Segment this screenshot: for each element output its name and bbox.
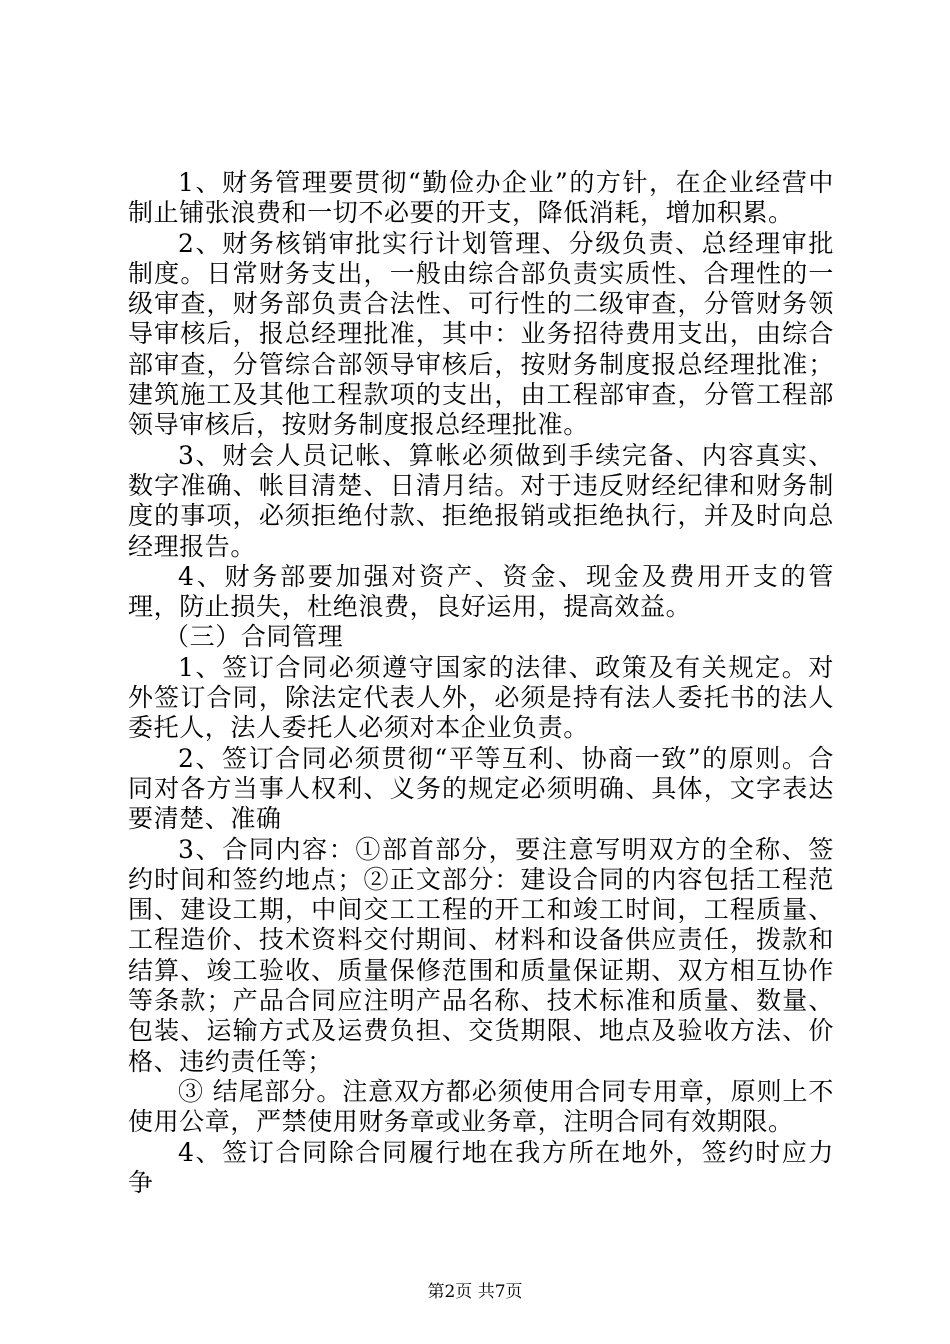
document-body [128,168,834,1198]
paragraph-contract-1: 1、签订合同必须遵守国家的法律、政策及有关规定。对外签订合同，除法定代表人外，必须是持有法人委托书的法人委托人，法人委托人必须对本企业负责。 [128,652,834,743]
paragraph-finance-4: 4、财务部要加强对资产、资金、现金及费用开支的管理，防止损失，杜绝浪费，良好运用，提高效益。 [128,561,834,622]
paragraph-finance-2: 2、财务核销审批实行计划管理、分级负责、总经理审批制度。日常财务支出，一般由综合部负责实质性、合理性的一级审查，财务部负责合法性、可行性的二级审查，分管财务领导审核后，报总经理批准，其中：业务招待费用支出，由综合部审查，分管综合部领导审核后，按财务制度报总经理批准；建筑施工及其他工程款项的支出，由工程部审查，分管工程部领导审核后，按财务制度报总经理批准。 [128,228,834,440]
paragraph-contract-3: 3、合同内容：①部首部分，要注意写明双方的全称、签约时间和签约地点；②正文部分：建设合同的内容包括工程范围、建设工期，中间交工工程的开工和竣工时间，工程质量、工程造价、技术资料交付期间、材料和设备供应责任，拨款和结算、竣工验收、质量保修范围和质量保证期、双方相互协作等条款；产品合同应注明产品名称、技术标准和质量、数量、包装、运输方式及运费负担、交货期限、地点及验收方法、价格、违约责任等； [128,834,834,1076]
page-number-footer: 第2页 共7页 [427,1282,523,1302]
paragraph-contract-2: 2、签订合同必须贯彻“平等互利、协商一致”的原则。合同对各方当事人权利、义务的规定必须明确、具体，文字表达要清楚、准确 [128,743,834,834]
paragraph-contract-3-end: ③ 结尾部分。注意双方都必须使用合同专用章，原则上不使用公章，严禁使用财务章或业务章，注明合同有效期限。 [128,1076,834,1137]
section-heading-contract: （三）合同管理 [164,622,344,652]
paragraph-contract-4: 4、签订合同除合同履行地在我方所在地外，签约时应力争 [128,1137,834,1197]
paragraph-finance-3: 3、财会人员记帐、算帐必须做到手续完备、内容真实、数字准确、帐目清楚、日清月结。对于违反财经纪律和财务制度的事项，必须拒绝付款、拒绝报销或拒绝执行，并及时向总经理报告。 [128,440,834,561]
paragraph-finance-1: 1、财务管理要贯彻“勤俭办企业”的方针，在企业经营中制止铺张浪费和一切不必要的开支，降低消耗，增加积累。 [128,168,834,228]
